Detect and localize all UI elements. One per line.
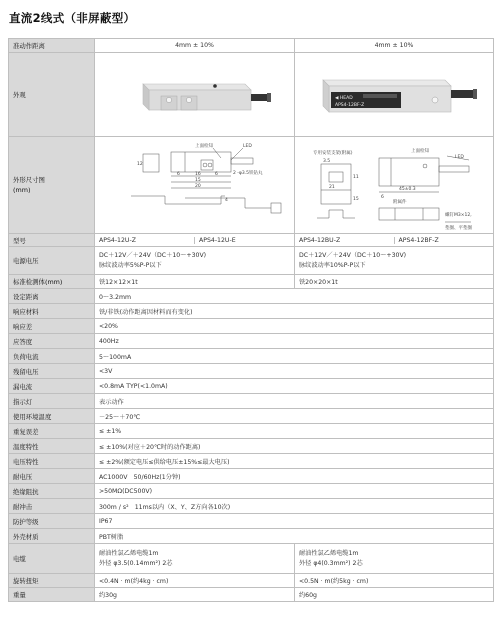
outline-drawing-left [95,138,293,233]
cell-right: 约60g [295,588,494,602]
cell-value: <0.8mA TYP(<1.0mA) [95,379,494,394]
callout-top: 上面检知 [411,148,429,154]
row-standard-object [9,275,494,289]
dim-label: 20 [195,183,201,189]
cell-value: 铁/非铁(动作距离因材料而有变化) [95,304,494,319]
row-label: 防护等级 [9,514,95,529]
cell-value: 400Hz [95,334,494,349]
row-label: 电压特性 [9,454,95,469]
callout-cable: 2 -φ3.5铁钻丸 [233,170,263,176]
cell-left [95,234,295,247]
model-value: APS4-12BU-Z [299,236,341,244]
row-label: 旋转扭矩 [9,574,95,588]
outline-drawing-right [295,138,492,233]
cell-left: 4mm ± 10% [95,39,295,53]
row-label: 耐电压 [9,469,95,484]
row-label: 电源电压 [9,247,95,275]
cell-value: －25～＋70℃ [95,409,494,424]
row-label: 响应差 [9,319,95,334]
value-line: 耐油性氯乙烯电缆1m [99,549,159,557]
value-line: 耐油性氯乙烯电缆1m [299,549,359,557]
callout-fixing: 附属件 [393,199,407,205]
dim-label: 16 [195,171,201,177]
cell-right: 铁20×20×1t [295,275,494,289]
dimension-diagram-left [95,137,295,234]
cell-right: 4mm ± 10% [295,39,494,53]
page-title: 直流2线式（非屏蔽型） [9,11,136,25]
cell-value: 0～3.2mm [95,289,494,304]
row-model [9,234,494,247]
row-dimensions [9,137,494,234]
row-label: 应答度 [9,334,95,349]
row-label: 外壳材质 [9,529,95,544]
row-label: 使用环境温度 [9,409,95,424]
dim-label: 15 [353,196,359,202]
dim-label: 21 [329,184,335,190]
value-line: DC＋12V／＋24V（DC＋10～+30V) [99,251,207,259]
row-label: 设定距离 [9,289,95,304]
callout-indicator: 上面检知 [195,143,213,149]
dim-label: 11 [353,174,359,180]
dimension-diagram-right [295,137,494,234]
dim-label: 12 [137,161,143,167]
row-supply-voltage [9,247,494,275]
row-label: 重复误差 [9,424,95,439]
cell-left [95,247,295,275]
cell-left: 约30g [95,588,295,602]
row-label: 响应材料 [9,304,95,319]
row-response-frequency [9,334,494,349]
value-line: 外径 φ3.5(0.14mm²) 2芯 [99,559,173,567]
callout-nut: 垫圈、平垫圈 [445,225,472,231]
callout-led: LED [455,154,464,160]
row-label: 负荷电流 [9,349,95,364]
row-leakage-current [9,379,494,394]
cell-right [295,544,494,574]
row-label: 准动作距离 [9,39,95,53]
sensor-photo-flat [95,54,293,136]
value-line: 脉纹波动率5%P-P以下 [99,261,162,269]
callout-screw: 螺钉M3×12, [445,212,472,218]
row-label: 电缆 [9,544,95,574]
cell-value: ≤ ±2%(额定电压≤供给电压±15%≤最大电压) [95,454,494,469]
cell-left: 铁12×12×1t [95,275,295,289]
cell-left: <0.4N · m(约4kg · cm) [95,574,295,588]
dim-label: 6 [177,171,180,177]
label-model: APS4-12BF-Z [335,102,365,108]
cell-value: ≤ ±10%(对应＋20℃时的动作距离) [95,439,494,454]
row-detection-distance [9,39,494,53]
cell-right: <0.5N · m(约5kg · cm) [295,574,494,588]
sensor-photo-bracket [295,54,492,136]
cell-value: AC1000V 50/60Hz(1分钟) [95,469,494,484]
dim-label: 4 [225,197,228,203]
cell-value: <20% [95,319,494,334]
row-appearance [9,53,494,137]
row-label: 绝缘阻抗 [9,484,95,499]
row-label: 型号 [9,234,95,247]
row-label: 标准检测体(mm) [9,275,95,289]
product-image-left [95,53,295,137]
dim-label: 3.5 [323,158,331,164]
value-line: 脉纹波动率10%P-P以下 [299,261,366,269]
cell-value: IP67 [95,514,494,529]
cell-right [295,234,494,247]
cell-value: <3V [95,364,494,379]
product-image-right [295,53,494,137]
row-load-current [9,349,494,364]
cell-right [295,247,494,275]
cell-value: 300m / s² 11ms以内（X、Y、Z方向各10次) [95,499,494,514]
row-label: 漏电流 [9,379,95,394]
row-weight [9,588,494,602]
row-insulation [9,484,494,499]
row-label: 指示灯 [9,394,95,409]
row-material [9,529,494,544]
value-line: DC＋12V／＋24V（DC＋10～+30V) [299,251,407,259]
cell-value: >50MΩ(DC500V) [95,484,494,499]
row-label: 外形尺寸图 (mm) [9,137,95,234]
row-setting-distance [9,289,494,304]
row-label: 外观 [9,53,95,137]
row-withstand-voltage [9,469,494,484]
model-value: APS4-12BF-Z [394,237,494,244]
row-temperature-influence [9,439,494,454]
row-label: 重量 [9,588,95,602]
row-residual-voltage [9,364,494,379]
dim-label: 6 [215,171,218,177]
row-detection-object [9,304,494,319]
label-head: ◀ HEAD [335,95,353,101]
callout-led: LED [243,143,252,149]
model-value: APS4-12U-E [194,237,294,244]
row-voltage-influence [9,454,494,469]
cell-value: PBT树脂 [95,529,494,544]
value-line: 外径 φ4(0.3mm²) 2芯 [299,559,363,567]
row-label: 耐冲击 [9,499,95,514]
cell-left [95,544,295,574]
row-cable [9,544,494,574]
cell-value: 5～100mA [95,349,494,364]
callout-bracket: 专用安装支架(附属) [313,150,353,156]
row-label: 残留电压 [9,364,95,379]
cell-value: ≤ ±1% [95,424,494,439]
row-indicator [9,394,494,409]
model-value: APS4-12U-Z [99,236,136,244]
row-torque [9,574,494,588]
dim-label: 45±0.3 [399,186,416,192]
row-ambient-temperature [9,409,494,424]
dim-label: 6 [381,194,384,200]
cell-value: 表示动作 [95,394,494,409]
row-repeatability [9,424,494,439]
row-shock [9,499,494,514]
row-label: 温度特性 [9,439,95,454]
spec-table [8,38,494,602]
row-protection [9,514,494,529]
row-hysteresis [9,319,494,334]
dim-label: 15 [195,177,201,183]
